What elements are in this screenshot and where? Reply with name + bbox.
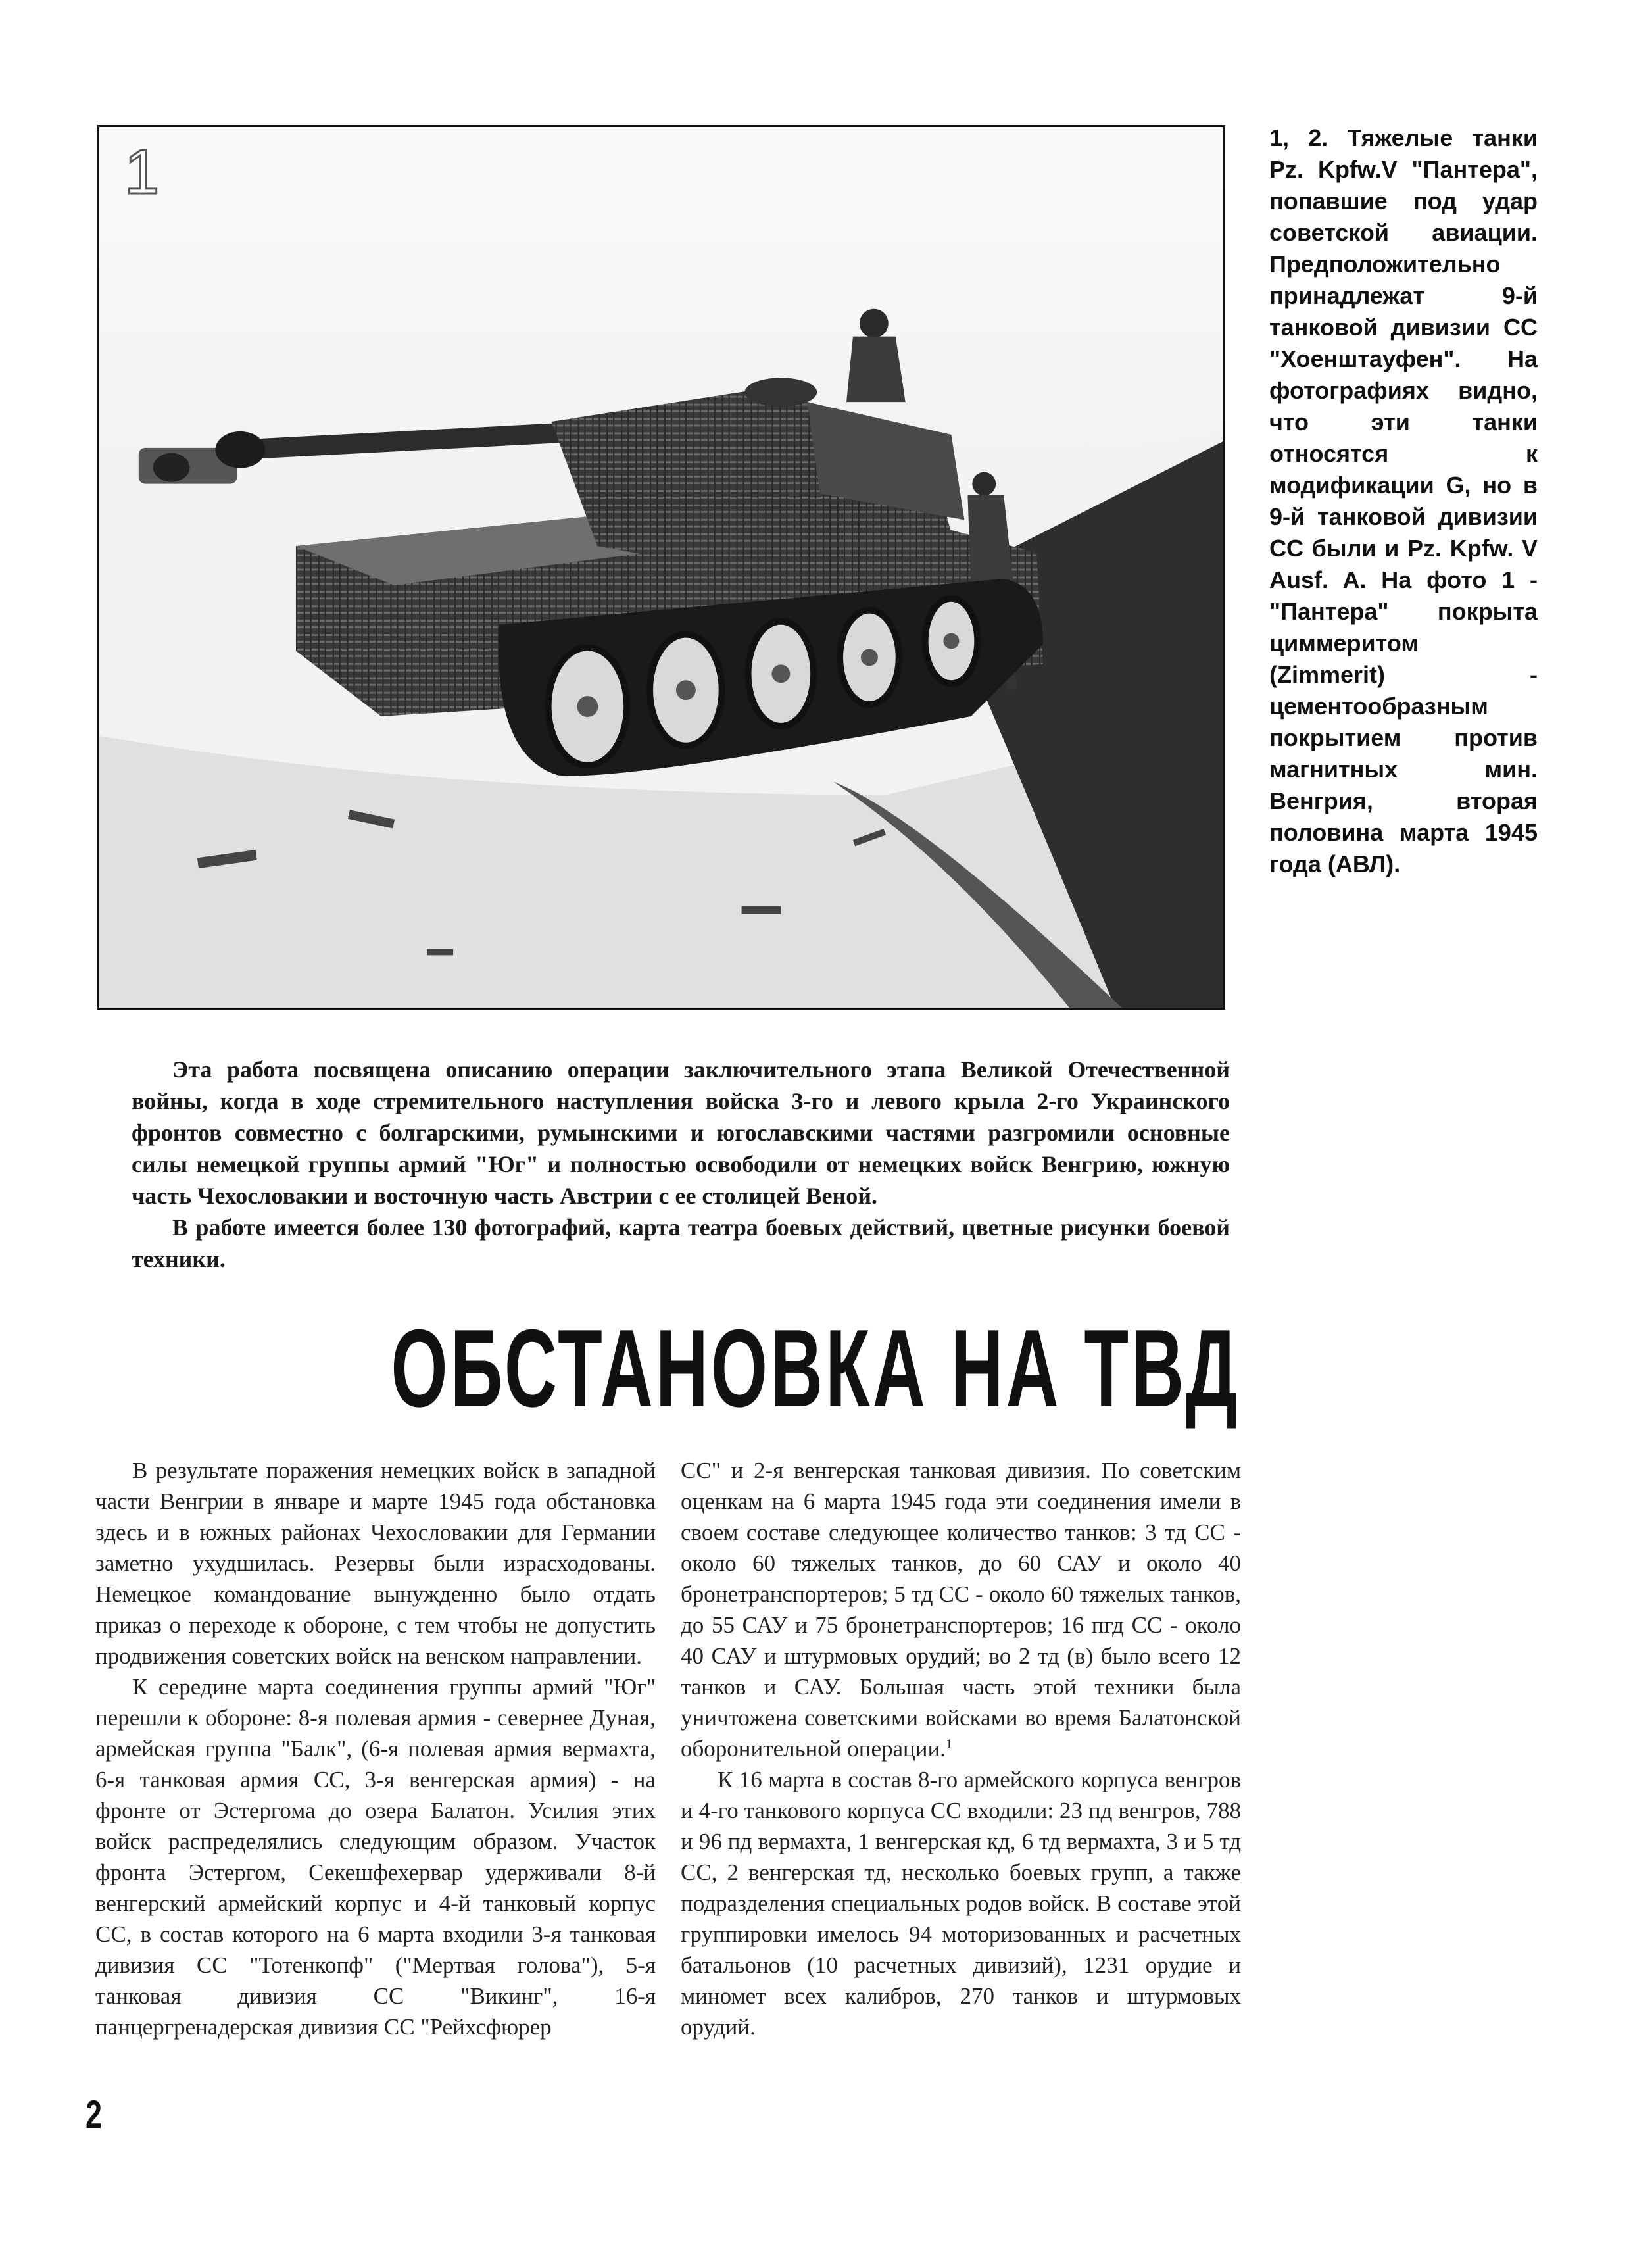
intro-text: [132, 1054, 1230, 1275]
body-paragraph-text: СС" и 2-я венгерская танковая дивизия. По советским оценкам на 6 марта 1945 года эти соединения имели в своем составе следующее количество танков: 3 тд СС - около 60 тяжелых танков, до 60 САУ и около 40 бронетранспортеров; 5 тд СС - около 60 тяжелых танков, до 55 САУ и 75 бронетранспортеров; 16 пгд СС - около 40 САУ и штурмовых орудий; во 2 тд (в) было всего 12 танков и САУ. Большая часть этой техники была уничтожена советскими войсками во время Балатонской оборонительной операции.: [681, 1458, 1241, 1762]
tank-photo: [97, 125, 1225, 1010]
body-paragraph: [681, 1455, 1241, 1764]
text-column-right: [681, 1455, 1241, 2042]
page-number: 2: [85, 2092, 103, 2136]
body-paragraph: К середине марта соединения группы армий "Юг" перешли к обороне: 8-я полевая армия - севернее Дуная, армейская группа "Балк", (6-я полевая армия вермахта, 6-я танковая армия СС, 3-я венгерская армия) - на фронте от Эстергома до озера Балатон. Усилия этих войск распределялись следующим образом. Участок фронта Эстергом, Секешфехервар удерживали 8-й венгерский армейский корпус и 4-й танковый корпус СС, в состав которого на 6 марта входили 3-я танковая дивизия СС "Тотенкопф" ("Мертвая голова"), 5-я танковая дивизия СС "Викинг", 16-я панцергренадерская дивизия СС "Рейхсфюрер: [95, 1674, 656, 2040]
text-column-left: [95, 1455, 656, 2042]
intro-paragraph: В работе имеется более 130 фотографий, карта театра боевых действий, цветные рисунки боевой техники.: [132, 1214, 1230, 1272]
intro-paragraph: Эта работа посвящена описанию операции заключительного этапа Великой Отечественной войны, когда в ходе стремительного наступления войска 3-го и левого крыла 2-го Украинского фронтов совместно с болгарскими, румынскими и югославскими частями разгромили основные силы немецкой группы армий "Юг" и полностью освободили от немецких войск Венгрию, южную часть Чехословакии и восточную часть Австрии с ее столицей Веной.: [132, 1056, 1230, 1209]
photo-caption: 1, 2. Тяжелые танки Pz. Kpfw.V "Пантера", попавшие под удар советской авиации. Предположительно принадлежат 9-й танковой дивизии СС "Хоенштауфен". На фотографиях видно, что эти танки относятся к модификации G, но в 9-й танковой дивизии СС были и Pz. Kpfw. V Ausf. A. На фото 1 - "Пантера" покрыта циммеритом (Zimmerit) - цементообразным покрытием против магнитных мин. Венгрия, вторая половина марта 1945 года (АВЛ).: [1269, 124, 1538, 877]
section-heading: ОБСТАНОВКА НА ТВД: [391, 1306, 1240, 1430]
footnote-marker: 1: [945, 1737, 952, 1752]
tank-photo-illustration: [99, 127, 1223, 1008]
photo-number: 1: [124, 137, 160, 207]
body-paragraph: В результате поражения немецких войск в западной части Венгрии в январе и марте 1945 года обстановка здесь и в южных районах Чехословакии для Германии заметно ухудшилась. Резервы были израсходованы. Немецкое командование вынужденно было отдать приказ о переходе к обороне, с тем чтобы не допустить продвижения советских войск на венском направлении.: [95, 1458, 656, 1669]
body-paragraph: К 16 марта в состав 8-го армейского корпуса венгров и 4-го танкового корпуса СС входили: 23 пд венгров, 788 и 96 пд вермахта, 1 венгерская кд, 6 тд вермахта, 3 и 5 тд СС, 2 венгерская тд, несколько боевых групп, а также подразделения специальных родов войск. В составе этой группировки имелось 94 моторизованных и расчетных батальонов (10 расчетных дивизий), 1231 орудие и миномет всех калибров, 270 танков и штурмовых орудий.: [681, 1767, 1241, 2040]
